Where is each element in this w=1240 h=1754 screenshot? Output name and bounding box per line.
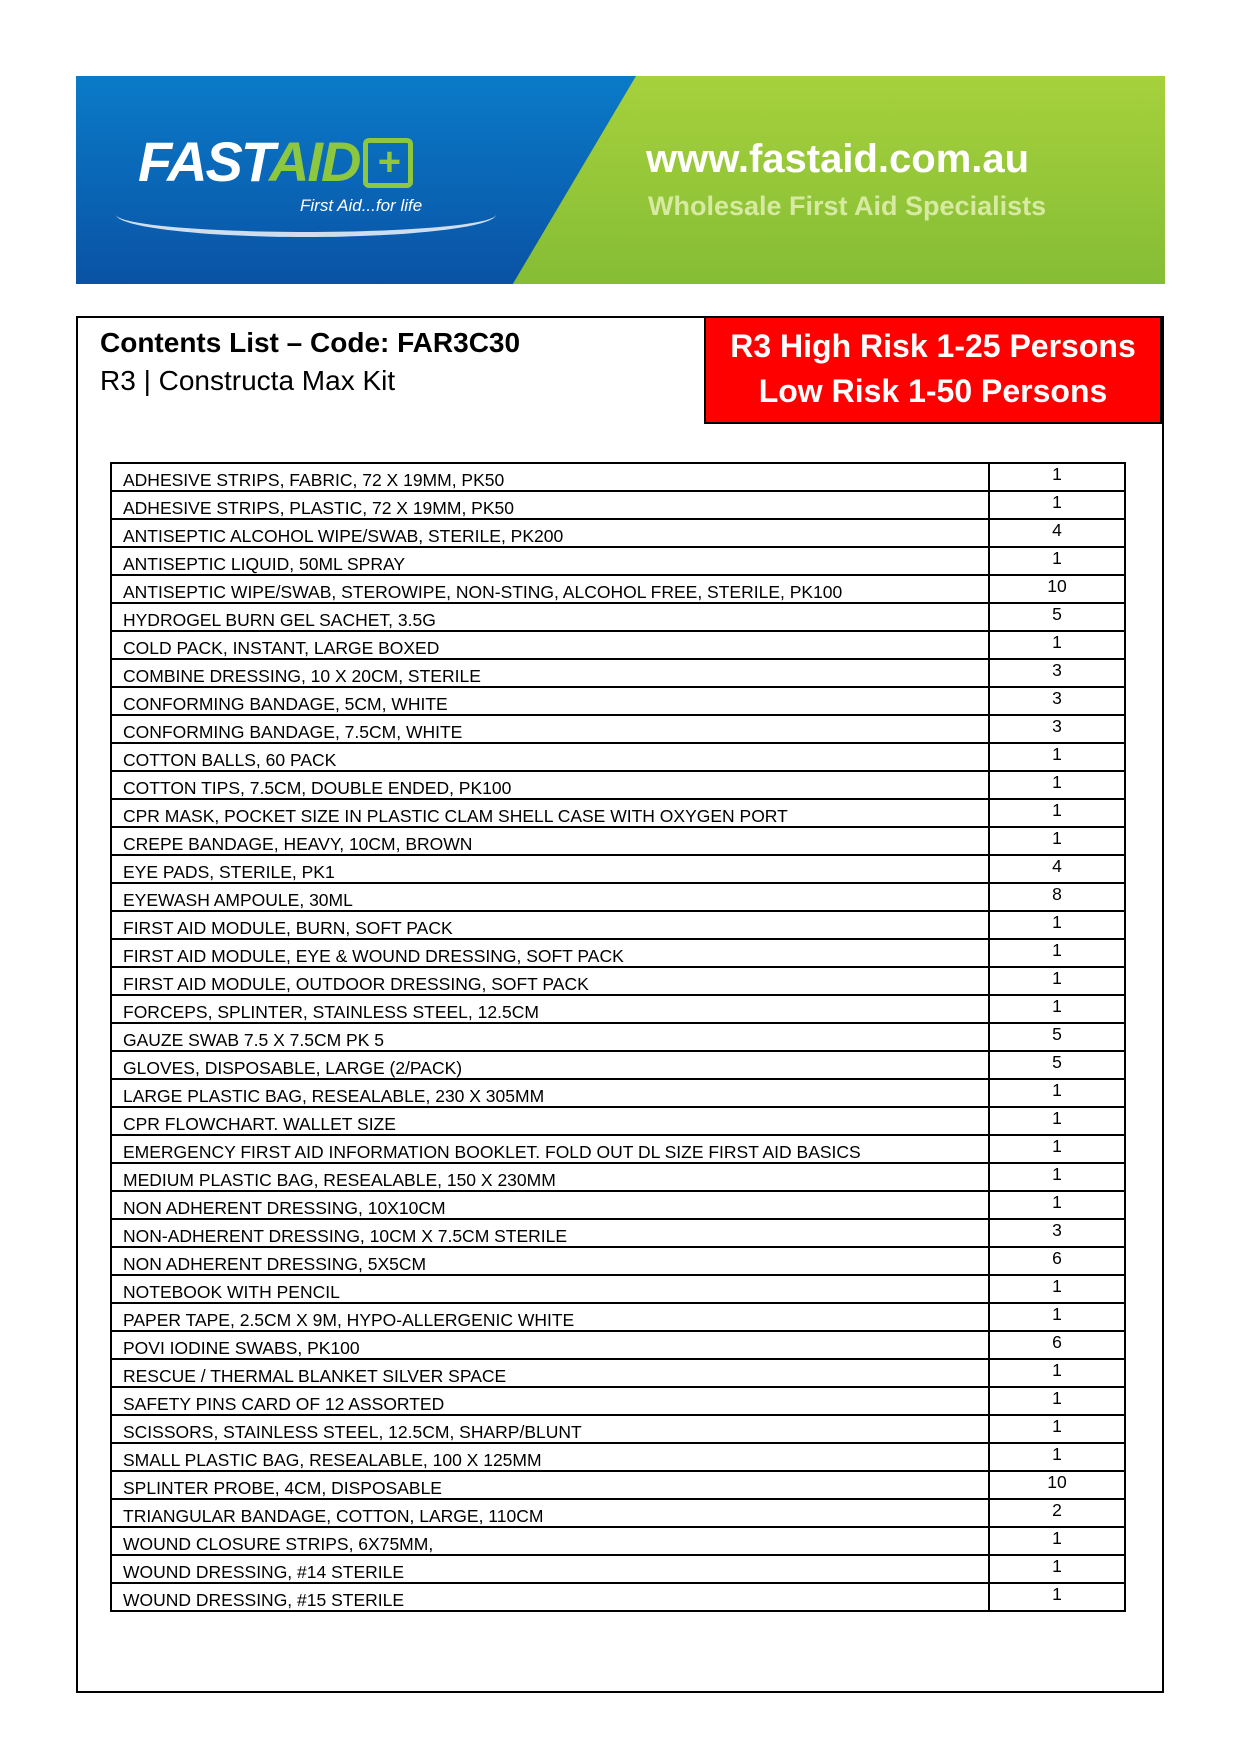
item-name: NON-ADHERENT DRESSING, 10CM X 7.5CM STERILE	[111, 1219, 989, 1247]
table-row	[111, 771, 1125, 799]
item-name: COTTON TIPS, 7.5CM, DOUBLE ENDED, PK100	[111, 771, 989, 799]
item-name: FIRST AID MODULE, OUTDOOR DRESSING, SOFT PACK	[111, 967, 989, 995]
item-quantity: 1	[989, 1387, 1125, 1415]
item-name: ANTISEPTIC WIPE/SWAB, STEROWIPE, NON-STING, ALCOHOL FREE, STERILE, PK100	[111, 575, 989, 603]
item-quantity: 1	[989, 827, 1125, 855]
table-row	[111, 1331, 1125, 1359]
table-row	[111, 1163, 1125, 1191]
table-row	[111, 1051, 1125, 1079]
item-name: COLD PACK, INSTANT, LARGE BOXED	[111, 631, 989, 659]
contents-box	[76, 316, 1164, 1693]
table-row	[111, 855, 1125, 883]
item-quantity: 1	[989, 799, 1125, 827]
item-quantity: 1	[989, 1163, 1125, 1191]
item-quantity: 5	[989, 1051, 1125, 1079]
item-name: ANTISEPTIC ALCOHOL WIPE/SWAB, STERILE, PK200	[111, 519, 989, 547]
item-name: EMERGENCY FIRST AID INFORMATION BOOKLET. FOLD OUT DL SIZE FIRST AID BASICS	[111, 1135, 989, 1163]
item-name: WOUND CLOSURE STRIPS, 6X75MM,	[111, 1527, 989, 1555]
item-name: PAPER TAPE, 2.5CM X 9M, HYPO-ALLERGENIC WHITE	[111, 1303, 989, 1331]
table-row	[111, 1079, 1125, 1107]
table-row	[111, 939, 1125, 967]
item-quantity: 1	[989, 1135, 1125, 1163]
table-row	[111, 1527, 1125, 1555]
item-quantity: 1	[989, 1555, 1125, 1583]
table-row	[111, 1247, 1125, 1275]
table-row	[111, 715, 1125, 743]
table-row	[111, 967, 1125, 995]
item-name: NON ADHERENT DRESSING, 10X10CM	[111, 1191, 989, 1219]
table-row	[111, 1219, 1125, 1247]
item-name: FIRST AID MODULE, BURN, SOFT PACK	[111, 911, 989, 939]
item-quantity: 5	[989, 603, 1125, 631]
item-quantity: 1	[989, 1527, 1125, 1555]
table-row	[111, 1023, 1125, 1051]
item-quantity: 10	[989, 575, 1125, 603]
item-name: TRIANGULAR BANDAGE, COTTON, LARGE, 110CM	[111, 1499, 989, 1527]
item-quantity: 1	[989, 743, 1125, 771]
item-quantity: 6	[989, 1331, 1125, 1359]
item-quantity: 1	[989, 1303, 1125, 1331]
item-quantity: 1	[989, 1079, 1125, 1107]
item-name: MEDIUM PLASTIC BAG, RESEALABLE, 150 X 230MM	[111, 1163, 989, 1191]
item-quantity: 1	[989, 911, 1125, 939]
item-name: ANTISEPTIC LIQUID, 50ML SPRAY	[111, 547, 989, 575]
table-row	[111, 491, 1125, 519]
item-name: CPR MASK, POCKET SIZE IN PLASTIC CLAM SHELL CASE WITH OXYGEN PORT	[111, 799, 989, 827]
item-quantity: 1	[989, 1275, 1125, 1303]
risk-high: R3 High Risk 1-25 Persons	[730, 328, 1136, 364]
table-row	[111, 463, 1125, 491]
item-name: CPR FLOWCHART. WALLET SIZE	[111, 1107, 989, 1135]
risk-badge	[704, 316, 1162, 424]
table-row	[111, 519, 1125, 547]
item-quantity: 10	[989, 1471, 1125, 1499]
item-name: POVI IODINE SWABS, PK100	[111, 1331, 989, 1359]
item-quantity: 1	[989, 631, 1125, 659]
item-name: FORCEPS, SPLINTER, STAINLESS STEEL, 12.5CM	[111, 995, 989, 1023]
contents-table	[110, 462, 1126, 1612]
item-name: CREPE BANDAGE, HEAVY, 10CM, BROWN	[111, 827, 989, 855]
table-row	[111, 603, 1125, 631]
table-row	[111, 687, 1125, 715]
item-name: EYEWASH AMPOULE, 30ML	[111, 883, 989, 911]
item-quantity: 4	[989, 855, 1125, 883]
item-name: NON ADHERENT DRESSING, 5X5CM	[111, 1247, 989, 1275]
table-row	[111, 575, 1125, 603]
item-name: LARGE PLASTIC BAG, RESEALABLE, 230 X 305MM	[111, 1079, 989, 1107]
logo-tagline: First Aid...for life	[300, 196, 423, 215]
risk-low: Low Risk 1-50 Persons	[758, 373, 1108, 409]
item-quantity: 1	[989, 771, 1125, 799]
item-quantity: 1	[989, 1583, 1125, 1611]
table-row	[111, 547, 1125, 575]
item-name: SPLINTER PROBE, 4CM, DISPOSABLE	[111, 1471, 989, 1499]
item-quantity: 6	[989, 1247, 1125, 1275]
table-row	[111, 1303, 1125, 1331]
table-row	[111, 743, 1125, 771]
table-row	[111, 1135, 1125, 1163]
fastaid-logo: FASTAID +	[138, 134, 413, 190]
item-quantity: 8	[989, 883, 1125, 911]
table-row	[111, 1359, 1125, 1387]
item-name: HYDROGEL BURN GEL SACHET, 3.5G	[111, 603, 989, 631]
item-quantity: 1	[989, 1107, 1125, 1135]
item-name: NOTEBOOK WITH PENCIL	[111, 1275, 989, 1303]
table-row	[111, 995, 1125, 1023]
table-row	[111, 1555, 1125, 1583]
item-name: SMALL PLASTIC BAG, RESEALABLE, 100 X 125MM	[111, 1443, 989, 1471]
item-quantity: 1	[989, 1443, 1125, 1471]
item-quantity: 1	[989, 1191, 1125, 1219]
item-quantity: 3	[989, 687, 1125, 715]
item-name: RESCUE / THERMAL BLANKET SILVER SPACE	[111, 1359, 989, 1387]
table-row	[111, 1499, 1125, 1527]
table-row	[111, 1275, 1125, 1303]
table-row	[111, 911, 1125, 939]
table-row	[111, 1107, 1125, 1135]
item-quantity: 3	[989, 1219, 1125, 1247]
item-quantity: 1	[989, 1415, 1125, 1443]
banner-subtitle: Wholesale First Aid Specialists	[648, 191, 1047, 221]
item-name: COTTON BALLS, 60 PACK	[111, 743, 989, 771]
item-name: EYE PADS, STERILE, PK1	[111, 855, 989, 883]
item-name: GLOVES, DISPOSABLE, LARGE (2/PACK)	[111, 1051, 989, 1079]
item-name: FIRST AID MODULE, EYE & WOUND DRESSING, SOFT PACK	[111, 939, 989, 967]
item-quantity: 2	[989, 1499, 1125, 1527]
table-row	[111, 1583, 1125, 1611]
item-quantity: 5	[989, 1023, 1125, 1051]
item-quantity: 1	[989, 547, 1125, 575]
item-quantity: 3	[989, 659, 1125, 687]
item-quantity: 1	[989, 939, 1125, 967]
item-quantity: 4	[989, 519, 1125, 547]
kit-name: R3 | Constructa Max Kit	[100, 365, 396, 396]
item-quantity: 1	[989, 967, 1125, 995]
item-name: CONFORMING BANDAGE, 7.5CM, WHITE	[111, 715, 989, 743]
table-row	[111, 1415, 1125, 1443]
item-name: SAFETY PINS CARD OF 12 ASSORTED	[111, 1387, 989, 1415]
item-name: CONFORMING BANDAGE, 5CM, WHITE	[111, 687, 989, 715]
table-row	[111, 659, 1125, 687]
table-row	[111, 799, 1125, 827]
website-url: www.fastaid.com.au	[646, 137, 1030, 181]
item-quantity: 3	[989, 715, 1125, 743]
table-row	[111, 1387, 1125, 1415]
table-row	[111, 631, 1125, 659]
item-quantity: 1	[989, 463, 1125, 491]
table-row	[111, 1443, 1125, 1471]
plus-icon: +	[363, 138, 413, 188]
item-name: ADHESIVE STRIPS, PLASTIC, 72 X 19MM, PK50	[111, 491, 989, 519]
page-title: Contents List – Code: FAR3C30	[100, 327, 521, 358]
table-row	[111, 1471, 1125, 1499]
table-row	[111, 827, 1125, 855]
header-banner	[76, 76, 1165, 284]
item-quantity: 1	[989, 1359, 1125, 1387]
item-name: SCISSORS, STAINLESS STEEL, 12.5CM, SHARP/BLUNT	[111, 1415, 989, 1443]
item-quantity: 1	[989, 491, 1125, 519]
item-quantity: 1	[989, 995, 1125, 1023]
item-name: WOUND DRESSING, #15 STERILE	[111, 1583, 989, 1611]
table-row	[111, 1191, 1125, 1219]
item-name: GAUZE SWAB 7.5 X 7.5CM PK 5	[111, 1023, 989, 1051]
item-name: WOUND DRESSING, #14 STERILE	[111, 1555, 989, 1583]
item-name: ADHESIVE STRIPS, FABRIC, 72 X 19MM, PK50	[111, 463, 989, 491]
table-row	[111, 883, 1125, 911]
item-name: COMBINE DRESSING, 10 X 20CM, STERILE	[111, 659, 989, 687]
